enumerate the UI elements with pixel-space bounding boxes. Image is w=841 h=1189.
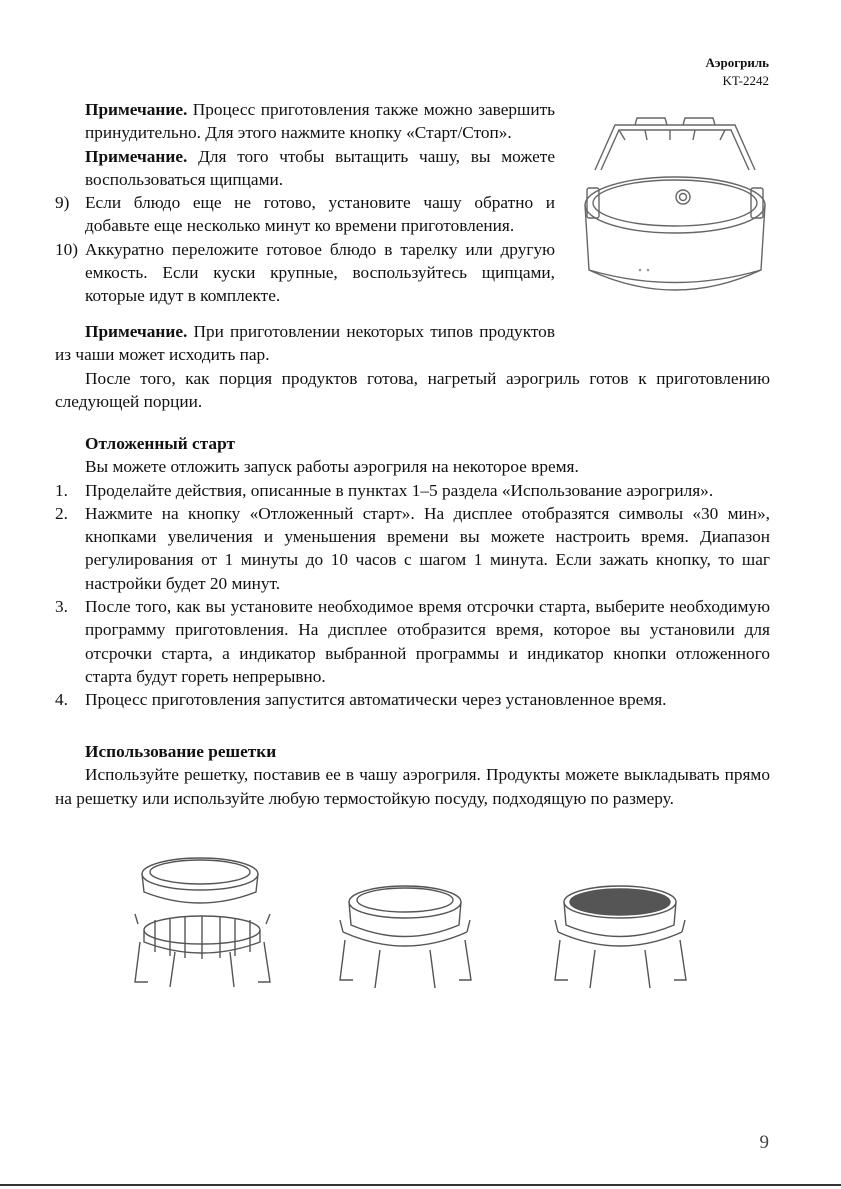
page-number: 9: [759, 1132, 769, 1153]
note-paragraph: [55, 98, 555, 145]
note-label: Примечание.: [85, 146, 188, 166]
item-number: 10): [55, 239, 79, 259]
note-paragraph-steam: [55, 320, 555, 367]
list-item: [55, 238, 555, 308]
list-item: [55, 595, 770, 688]
section-intro: Вы можете отложить запуск работы аэрогриля на некоторое время.: [85, 457, 579, 477]
after-paragraph: [55, 367, 770, 414]
top-section: [55, 98, 555, 308]
rack-illustration-with-dish: [550, 880, 700, 990]
note-paragraph: [55, 145, 555, 192]
item-text: После того, как вы установите необходимое время отсрочки старта, выберите необходимую программу приготовления. На дисплее отобразится время, которое вы установили для отсрочки старта, а индикатор выбранной программы и индикатор кнопки отложенного старта будут гореть непрерывно.: [85, 597, 770, 686]
item-number: 1.: [55, 480, 68, 500]
section-title: Отложенный старт: [85, 434, 235, 453]
note-text: При приготовлении некоторых типов продуктов из чаши может исходить пар.: [55, 322, 555, 365]
rack-illustration-exploded: [130, 852, 280, 992]
delayed-start-section: [55, 432, 770, 712]
after-text: После того, как порция продуктов готова, нагретый аэрогриль готов к приготовлению следующей порции.: [55, 369, 770, 412]
list-item: [55, 688, 770, 711]
note-label: Примечание.: [85, 322, 188, 341]
bottom-divider: [0, 1184, 841, 1186]
section-title: Использование решетки: [85, 742, 277, 761]
item-number: 4.: [55, 690, 68, 710]
rack-illustration-assembled: [335, 880, 485, 990]
rack-usage-section: [55, 740, 770, 810]
list-item: [55, 502, 770, 595]
item-text: Если блюдо еще не готово, установите чашу обратно и добавьте еще несколько минут ко времени приготовления.: [85, 193, 555, 236]
header-model: KT-2242: [722, 73, 769, 88]
note-text: Процесс приготовления также можно завершить принудительно. Для этого нажмите кнопку «Старт/Стоп».: [85, 100, 555, 143]
section-text: Используйте решетку, поставив ее в чашу аэрогриля. Продукты можете выкладывать прямо на решетку или используйте любую термостойкую посуду, подходящую по размеру.: [55, 765, 770, 808]
header-title: Аэрогриль: [705, 55, 769, 70]
note-label: Примечание.: [85, 100, 188, 119]
item-text: Нажмите на кнопку «Отложенный старт». На дисплее отобразятся символы «30 мин», кнопками увеличения и уменьшения времени вы можете настроить время. Диапазон регулирования от 1 минуты до 10 часов с шагом 1 минута. Если зажать кнопку, то шаг настройки будет 20 минут.: [85, 503, 770, 593]
item-text: Аккуратно переложите готовое блюдо в тарелку или другую емкость. Если куски крупные, воспользуйтесь щипцами, которые идут в комплекте.: [85, 239, 555, 306]
list-item: [55, 191, 555, 238]
item-text: Проделайте действия, описанные в пунктах 1–5 раздела «Использование аэрогриля».: [85, 480, 714, 500]
basket-illustration: [575, 110, 775, 315]
item-number: 2.: [55, 503, 68, 523]
item-number: 3.: [55, 597, 68, 617]
item-number: 9): [55, 193, 70, 213]
list-item: [55, 479, 770, 502]
item-text: Процесс приготовления запустится автоматически через установленное время.: [85, 690, 667, 710]
note-text: Для того чтобы вытащить чашу, вы можете воспользоваться щипцами.: [85, 146, 555, 189]
